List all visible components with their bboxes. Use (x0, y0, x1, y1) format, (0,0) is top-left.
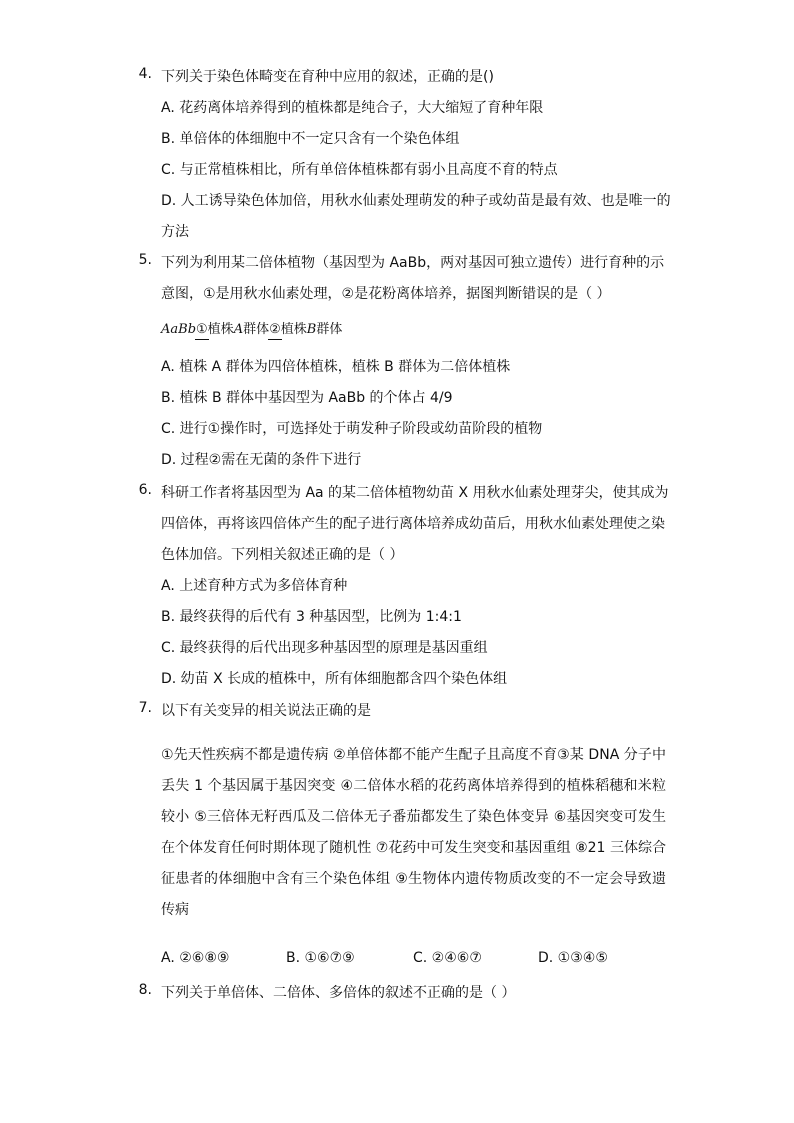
diagram-plant-b-prefix: 植株 (280, 322, 307, 337)
option-d: D. ①③④⑤ (538, 950, 608, 966)
option-b: B. 单倍体的体细胞中不一定只含有一个染色体组 (161, 131, 460, 147)
question-number: 6. (138, 482, 152, 498)
diagram-plant-a-var: A (233, 322, 244, 337)
option-c: C. ②④⑥⑦ (413, 950, 482, 966)
question-stem: 下列关于染色体畸变在育种中应用的叙述，正确的是() (161, 69, 494, 85)
diagram-plant-a-prefix: 植株 (207, 322, 234, 337)
diagram-plant-b-suffix: 群体 (316, 322, 343, 337)
breeding-diagram (161, 318, 342, 337)
question-number: 8. (138, 982, 152, 998)
option-d: D. 幼苗 X 长成的植株中，所有体细胞都含四个染色体组 (161, 671, 508, 687)
question-stem: 下列关于单倍体、二倍体、多倍体的叙述不正确的是（ ） (161, 985, 516, 1001)
diagram-step-1-arrow: ① (196, 322, 208, 337)
option-c: C. 与正常植株相比，所有单倍体植株都有弱小且高度不育的特点 (161, 162, 558, 178)
option-a: A. ②⑥⑧⑨ (161, 950, 230, 966)
diagram-plant-b-var: B (306, 322, 317, 337)
question-stem: 下列为利用某二倍体植物（基因型为 AaBb，两对基因可独立遗传）进行育种的示意图，①是用秋水仙素处理，②是花粉离体培养，据图判断错误的是（ ） (161, 255, 665, 302)
option-b: B. ①⑥⑦⑨ (286, 950, 355, 966)
option-b: B. 最终获得的后代有 3 种基因型，比例为 1:4:1 (161, 609, 462, 625)
diagram-genotype: AaBb (161, 322, 197, 337)
option-d: D. 人工诱导染色体加倍，用秋水仙素处理萌发的种子或幼苗是最有效、也是唯一的方法 (161, 193, 671, 240)
option-a: A. 植株 A 群体为四倍体植株，植株 B 群体为二倍体植株 (161, 359, 511, 375)
question-stem: 以下有关变异的相关说法正确的是 (161, 703, 371, 719)
diagram-plant-a-suffix: 群体 (243, 322, 270, 337)
option-a: A. 上述育种方式为多倍体育种 (161, 578, 348, 594)
option-a: A. 花药离体培养得到的植株都是纯合子，大大缩短了育种年限 (161, 100, 544, 116)
diagram-step-2-arrow: ② (269, 322, 281, 337)
question-number: 4. (138, 66, 152, 82)
question-passage: ①先天性疾病不都是遗传病 ②单倍体都不能产生配子且高度不育③某 DNA 分子中丢失 1 个基因属于基因突变 ④二倍体水稻的花药离体培养得到的植株稻穗和米粒较小 ⑤三倍体无籽西瓜及二倍体无子番茄都发生了染色体变异 ⑥基因突变可发生在个体发育任何时期体现了随机性 ⑦花药中可发生突变和基因重组 ⑧21 三体综合征患者的体细胞中含有三个染色体组 ⑨生物体内遗传物质改变的不一定会导致遗传病 (161, 747, 666, 918)
question-number: 7. (138, 700, 152, 716)
option-c: C. 最终获得的后代出现多种基因型的原理是基因重组 (161, 640, 488, 656)
option-row (161, 950, 681, 974)
option-c: C. 进行①操作时，可选择处于萌发种子阶段或幼苗阶段的植物 (161, 421, 543, 437)
option-d: D. 过程②需在无菌的条件下进行 (161, 452, 362, 468)
question-number: 5. (138, 252, 152, 268)
question-stem: 科研工作者将基因型为 Aa 的某二倍体植物幼苗 X 用秋水仙素处理芽尖，使其成为四倍体，再将该四倍体产生的配子进行离体培养成幼苗后，用秋水仙素处理使之染色体加倍。下列相关叙述正确的是（ ） (161, 485, 669, 563)
option-b: B. 植株 B 群体中基因型为 AaBb 的个体占 4/9 (161, 390, 453, 406)
